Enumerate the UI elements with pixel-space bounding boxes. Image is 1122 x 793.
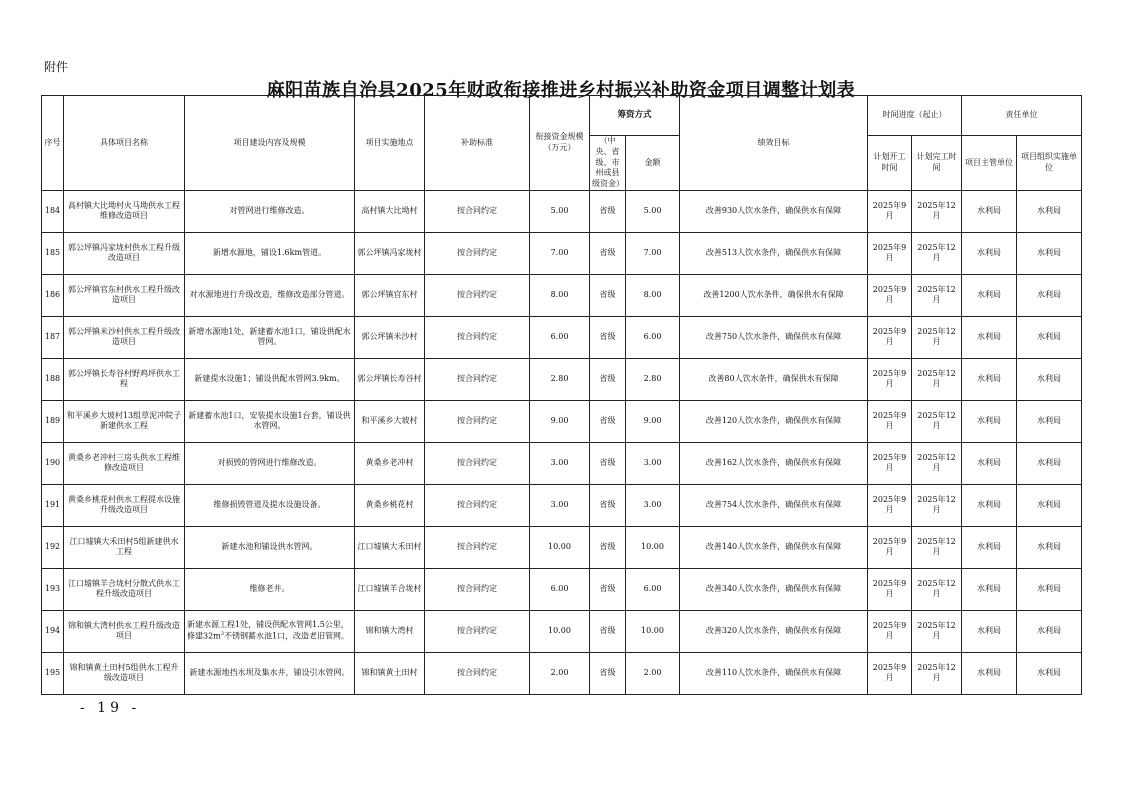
cell-amount: 2.80 (626, 358, 680, 400)
cell-scale: 10.00 (530, 610, 590, 652)
cell-target: 改善340人饮水条件，确保供水有保障 (680, 568, 868, 610)
cell-no: 189 (42, 400, 64, 442)
cell-org: 水利局 (1017, 484, 1082, 526)
cell-start: 2025年9月 (868, 568, 912, 610)
cell-scale: 2.80 (530, 358, 590, 400)
cell-source: 省级 (590, 316, 626, 358)
cell-amount: 10.00 (626, 610, 680, 652)
cell-org: 水利局 (1017, 400, 1082, 442)
header-name: 具体项目名称 (64, 96, 185, 191)
cell-end: 2025年12月 (912, 442, 962, 484)
cell-name: 黄桑乡老冲村三房头供水工程维修改造项目 (64, 442, 185, 484)
cell-source: 省级 (590, 358, 626, 400)
header-funding-source: （中央、省级、市州或县级资金） (590, 136, 626, 191)
cell-content (185, 610, 355, 652)
cell-subsidy: 按合同约定 (425, 400, 530, 442)
cell-start: 2025年9月 (868, 484, 912, 526)
cell-target: 改善162人饮水条件，确保供水有保障 (680, 442, 868, 484)
cell-name: 郭公坪镇长寿谷村野鸡坪供水工程 (64, 358, 185, 400)
cell-name: 郭公坪镇官东村供水工程升级改造项目 (64, 274, 185, 316)
cell-source: 省级 (590, 442, 626, 484)
cell-org: 水利局 (1017, 190, 1082, 232)
cell-name: 郭公坪镇米沙村供水工程升级改造项目 (64, 316, 185, 358)
cell-subsidy: 按合同约定 (425, 526, 530, 568)
project-table (41, 95, 1082, 695)
cell-amount: 10.00 (626, 526, 680, 568)
cell-target: 改善930人饮水条件，确保供水有保障 (680, 190, 868, 232)
cell-no: 194 (42, 610, 64, 652)
cell-org: 水利局 (1017, 568, 1082, 610)
cell-content: 维修损毁管道及提水设施设备。 (185, 484, 355, 526)
cell-start: 2025年9月 (868, 526, 912, 568)
table-row (42, 232, 1082, 274)
header-amount: 金额 (626, 136, 680, 191)
table-row (42, 274, 1082, 316)
cell-source: 省级 (590, 232, 626, 274)
header-end: 计划完工时间 (912, 136, 962, 191)
header-responsible: 责任单位 (962, 96, 1082, 136)
cell-org: 水利局 (1017, 652, 1082, 694)
cell-subsidy: 按合同约定 (425, 358, 530, 400)
cell-org: 水利局 (1017, 274, 1082, 316)
cell-subsidy: 按合同约定 (425, 610, 530, 652)
cell-target: 改善320人饮水条件，确保供水有保障 (680, 610, 868, 652)
cell-dept: 水利局 (962, 652, 1017, 694)
table-row (42, 190, 1082, 232)
cell-subsidy: 按合同约定 (425, 568, 530, 610)
cell-org: 水利局 (1017, 316, 1082, 358)
cell-location: 黄桑乡老冲村 (355, 442, 425, 484)
cell-end: 2025年12月 (912, 652, 962, 694)
cell-end: 2025年12月 (912, 358, 962, 400)
cell-amount: 6.00 (626, 568, 680, 610)
cell-org: 水利局 (1017, 442, 1082, 484)
cell-name: 黄桑乡桃花村供水工程提水设施升级改造项目 (64, 484, 185, 526)
cell-scale: 6.00 (530, 568, 590, 610)
table-row (42, 652, 1082, 694)
cell-target: 改善120人饮水条件，确保供水有保障 (680, 400, 868, 442)
cell-no: 188 (42, 358, 64, 400)
cell-name: 江口墟镇羊合垅村分散式供水工程升级改造项目 (64, 568, 185, 610)
cell-location: 高村镇大比坳村 (355, 190, 425, 232)
header-dept: 项目主管单位 (962, 136, 1017, 191)
table-row (42, 442, 1082, 484)
cell-dept: 水利局 (962, 190, 1017, 232)
cell-subsidy: 按合同约定 (425, 316, 530, 358)
cell-no: 190 (42, 442, 64, 484)
cell-no: 187 (42, 316, 64, 358)
cell-end: 2025年12月 (912, 316, 962, 358)
cell-org: 水利局 (1017, 232, 1082, 274)
header-location: 项目实施地点 (355, 96, 425, 191)
cell-start: 2025年9月 (868, 442, 912, 484)
cell-dept: 水利局 (962, 316, 1017, 358)
header-schedule: 时间进度（起止） (868, 96, 962, 136)
cell-org: 水利局 (1017, 358, 1082, 400)
header-scale: 衔接资金规模（万元） (530, 96, 590, 191)
cell-location: 郭公坪镇官东村 (355, 274, 425, 316)
header-content: 项目建设内容及规模 (185, 96, 355, 191)
cell-source: 省级 (590, 526, 626, 568)
cell-scale: 2.00 (530, 652, 590, 694)
cell-amount: 3.00 (626, 484, 680, 526)
cell-location: 江口墟镇大禾田村 (355, 526, 425, 568)
cell-content: 新增水源地，铺设1.6km管道。 (185, 232, 355, 274)
cell-location: 黄桑乡桃花村 (355, 484, 425, 526)
cell-end: 2025年12月 (912, 610, 962, 652)
cell-content-part: 新建水源工程1处，铺设供配水管网1.5公里，修建32m (187, 620, 349, 641)
table-row (42, 316, 1082, 358)
cell-content: 新建水池和铺设供水管网。 (185, 526, 355, 568)
cell-name: 锦和镇黄土田村5组供水工程升级改造项目 (64, 652, 185, 694)
cell-no: 186 (42, 274, 64, 316)
table-row (42, 400, 1082, 442)
cell-start: 2025年9月 (868, 400, 912, 442)
cell-amount: 2.00 (626, 652, 680, 694)
cell-source: 省级 (590, 568, 626, 610)
cell-no: 192 (42, 526, 64, 568)
cell-start: 2025年9月 (868, 274, 912, 316)
cell-scale: 7.00 (530, 232, 590, 274)
header-seq: 序号 (42, 96, 64, 191)
cell-subsidy: 按合同约定 (425, 652, 530, 694)
cell-start: 2025年9月 (868, 190, 912, 232)
cell-start: 2025年9月 (868, 358, 912, 400)
page-number: - 19 - (80, 700, 141, 716)
cell-scale: 5.00 (530, 190, 590, 232)
cell-name: 高村镇大比坳村火马坳供水工程维修改造项目 (64, 190, 185, 232)
header-row-1 (42, 96, 1082, 136)
cell-content: 新建提水设施1；铺设供配水管网3.9km。 (185, 358, 355, 400)
cell-amount: 3.00 (626, 442, 680, 484)
header-target: 绩效目标 (680, 96, 868, 191)
cell-end: 2025年12月 (912, 190, 962, 232)
table-row (42, 568, 1082, 610)
cell-location: 和平溪乡大坡村 (355, 400, 425, 442)
header-funding: 筹资方式 (590, 96, 680, 136)
cell-scale: 8.00 (530, 274, 590, 316)
cell-name: 和平溪乡大坡村13组草泥冲院子新建供水工程 (64, 400, 185, 442)
cell-amount: 7.00 (626, 232, 680, 274)
cell-name: 郭公坪镇冯家垅村供水工程升级改造项目 (64, 232, 185, 274)
header-org: 项目组织实施单位 (1017, 136, 1082, 191)
cell-target: 改善110人饮水条件，确保供水有保障 (680, 652, 868, 694)
cell-subsidy: 按合同约定 (425, 442, 530, 484)
cell-dept: 水利局 (962, 526, 1017, 568)
cell-dept: 水利局 (962, 610, 1017, 652)
cell-source: 省级 (590, 190, 626, 232)
cell-amount: 9.00 (626, 400, 680, 442)
cell-dept: 水利局 (962, 274, 1017, 316)
header-subsidy: 补助标准 (425, 96, 530, 191)
cell-target: 改善140人饮水条件，确保供水有保障 (680, 526, 868, 568)
cell-end: 2025年12月 (912, 274, 962, 316)
cell-target: 改善754人饮水条件，确保供水有保障 (680, 484, 868, 526)
cell-location: 郭公坪镇长寿谷村 (355, 358, 425, 400)
cell-subsidy: 按合同约定 (425, 190, 530, 232)
table-row (42, 526, 1082, 568)
cell-start: 2025年9月 (868, 232, 912, 274)
cell-org: 水利局 (1017, 610, 1082, 652)
cell-end: 2025年12月 (912, 484, 962, 526)
cell-amount: 8.00 (626, 274, 680, 316)
cell-no: 184 (42, 190, 64, 232)
table-row (42, 358, 1082, 400)
cell-end: 2025年12月 (912, 568, 962, 610)
cell-source: 省级 (590, 274, 626, 316)
cell-content-superscript: 3 (220, 631, 224, 638)
cell-dept: 水利局 (962, 400, 1017, 442)
cell-dept: 水利局 (962, 568, 1017, 610)
cell-content: 新建蓄水池1口，安装提水设施1台套，铺设供水管网。 (185, 400, 355, 442)
cell-subsidy: 按合同约定 (425, 232, 530, 274)
cell-source: 省级 (590, 400, 626, 442)
cell-location: 郭公坪镇冯家垅村 (355, 232, 425, 274)
cell-dept: 水利局 (962, 232, 1017, 274)
cell-dept: 水利局 (962, 442, 1017, 484)
cell-name: 锦和镇大湾村供水工程升级改造项目 (64, 610, 185, 652)
cell-location: 锦和镇大湾村 (355, 610, 425, 652)
cell-scale: 6.00 (530, 316, 590, 358)
cell-end: 2025年12月 (912, 526, 962, 568)
cell-content: 对水源地进行升级改造，维修改造部分管道。 (185, 274, 355, 316)
cell-start: 2025年9月 (868, 316, 912, 358)
cell-amount: 5.00 (626, 190, 680, 232)
cell-scale: 9.00 (530, 400, 590, 442)
cell-subsidy: 按合同约定 (425, 484, 530, 526)
cell-target: 改善80人饮水条件，确保供水有保障 (680, 358, 868, 400)
cell-start: 2025年9月 (868, 652, 912, 694)
cell-source: 省级 (590, 610, 626, 652)
cell-content: 对管网进行维修改造。 (185, 190, 355, 232)
cell-end: 2025年12月 (912, 400, 962, 442)
cell-org: 水利局 (1017, 526, 1082, 568)
cell-amount: 6.00 (626, 316, 680, 358)
cell-target: 改善750人饮水条件，确保供水有保障 (680, 316, 868, 358)
cell-content: 对损毁的管网进行维修改造。 (185, 442, 355, 484)
cell-start: 2025年9月 (868, 610, 912, 652)
attachment-label: 附件 (44, 60, 69, 74)
cell-end: 2025年12月 (912, 232, 962, 274)
cell-scale: 10.00 (530, 526, 590, 568)
cell-content-part: 不锈钢蓄水池1口，改造老旧管网。 (223, 631, 350, 641)
table-row (42, 484, 1082, 526)
page-title: 麻阳苗族自治县2025年财政衔接推进乡村振兴补助资金项目调整计划表 (266, 80, 856, 101)
cell-content: 新增水源地1处，新建蓄水池1口，铺设供配水管网。 (185, 316, 355, 358)
cell-content: 新建水源地挡水坝及集水井，铺设引水管网。 (185, 652, 355, 694)
cell-target: 改善513人饮水条件，确保供水有保障 (680, 232, 868, 274)
cell-location: 锦和镇黄土田村 (355, 652, 425, 694)
cell-source: 省级 (590, 652, 626, 694)
cell-no: 193 (42, 568, 64, 610)
cell-source: 省级 (590, 484, 626, 526)
cell-scale: 3.00 (530, 484, 590, 526)
cell-location: 郭公坪镇米沙村 (355, 316, 425, 358)
cell-dept: 水利局 (962, 484, 1017, 526)
cell-no: 191 (42, 484, 64, 526)
cell-subsidy: 按合同约定 (425, 274, 530, 316)
table-row (42, 610, 1082, 652)
cell-location: 江口墟镇羊合垅村 (355, 568, 425, 610)
cell-dept: 水利局 (962, 358, 1017, 400)
header-start: 计划开工时间 (868, 136, 912, 191)
cell-no: 195 (42, 652, 64, 694)
cell-name: 江口墟镇大禾田村5组新建供水工程 (64, 526, 185, 568)
cell-target: 改善1200人饮水条件，确保供水有保障 (680, 274, 868, 316)
cell-content: 维修老井。 (185, 568, 355, 610)
cell-scale: 3.00 (530, 442, 590, 484)
cell-no: 185 (42, 232, 64, 274)
